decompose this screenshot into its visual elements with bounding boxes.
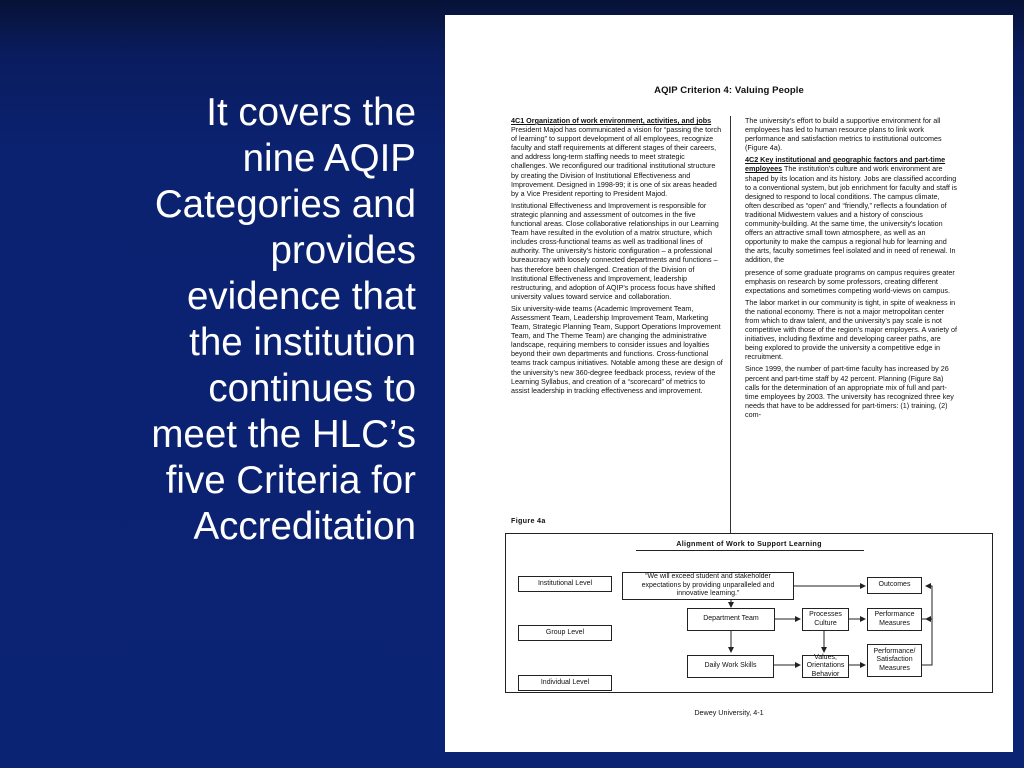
paragraph: presence of some graduate programs on campus requires greater emphasis on research by some professors, creating different expectations and sometimes competing world-views on campus. [745, 267, 955, 295]
vision-statement-box: “We will exceed student and stakeholder expectations by providing unparalleled and innovative learning.” [622, 572, 794, 600]
group-level-box: Group Level [518, 625, 612, 641]
section-heading-4c2: 4C2 Key institutional and geographic factors and part-time employees [745, 155, 946, 174]
page-footer: Dewey University, 4-1 [694, 708, 764, 717]
values-behavior-box: Values, Orientations Behavior [802, 655, 849, 678]
figure-label: Figure 4a [511, 516, 546, 525]
slide-line: the institution [189, 321, 416, 364]
figure-title: Alignment of Work to Support Learning [676, 539, 822, 548]
paragraph: The labor market in our community is tight, in spite of weakness in the national economy. There is not a major metropolitan center from which to draw talent, and the university’s pay scale is not competitive with those of the region’s major employers. A variety of initiatives, including flextime and developing career paths, are being explored to provide the university a competitive edge in recruitment. [745, 297, 957, 362]
paragraph: The university’s effort to build a supportive environment for all employees has led to human resource plans to link work performance and satisfaction metrics to institutional outcomes (Figure 4a). [745, 116, 942, 153]
slide-line: meet the HLC’s [151, 413, 416, 456]
institutional-level-box: Institutional Level [518, 576, 612, 592]
daily-work-skills-box: Daily Work Skills [687, 655, 774, 678]
document-page-image [445, 15, 1013, 752]
left-column [511, 116, 723, 398]
alignment-figure [505, 533, 993, 693]
section-heading-4c1: 4C1 Organization of work environment, activities, and jobs [511, 116, 712, 125]
outcomes-box: Outcomes [867, 577, 922, 594]
right-column [745, 116, 957, 422]
processes-culture-box: Processes Culture [802, 608, 849, 631]
document-title: AQIP Criterion 4: Valuing People [654, 85, 804, 96]
paragraph: Six university-wide teams (Academic Improvement Team, Assessment Team, Leadership Improvement Team, Marketing Team, Strategic Planning Team, Support Operations Improvement Team, and The Theme Team) are changing the administrative landscape, requiring members to consider issues and loyalties beyond their own departments and functions. Cross-functional teams track campus initiatives. Notable among these are design of the university’s new 360-degree feedback process, review of the Learning Syllabus, and creation of a “scorecard” of metrics to assist leadership in tracking effectiveness and improvement. [511, 303, 723, 395]
performance-satisfaction-box: Performance/ Satisfaction Measures [867, 644, 922, 677]
department-team-box: Department Team [687, 608, 775, 631]
slide-line: continues to [208, 367, 416, 410]
paragraph: President Majod has communicated a vision for “passing the torch of learning” to support development of all employees, recognize faculty and staff requirements at different stages of their careers, and address long-term staffing needs to meet strategic challenges. We reconfigured our traditional institutional structure by creating the Division of Institutional Effectiveness and Improvement. Designed in 1998-99; it is one of six areas headed by a Vice President reporting to President Majod. [511, 125, 722, 198]
slide-text [20, 90, 416, 550]
slide-line: It covers the [206, 91, 416, 134]
column-divider [730, 116, 731, 534]
slide-line: evidence that [186, 275, 416, 318]
slide-line: Accreditation [193, 505, 416, 548]
individual-level-box: Individual Level [518, 675, 612, 691]
paragraph: The institution’s culture and work environment are shaped by its location and its history. Jobs are classified according to a conventional system, but job enrichment for faculty and staff is designed to respond to local conditions. The campus climate, often described as “open” and “friendly,” reflects a foundation of traditional Midwestern values and a history of conscious community-building. At the same time, the university’s location offers an attractive small town atmosphere, as well as an opportunity to make the campus a regional hub for learning and the arts, faculty sometimes feel isolated and in need of renewal. In addition, the [745, 164, 958, 265]
slide-line: nine AQIP [242, 137, 416, 180]
slide-line: provides [270, 229, 416, 272]
performance-measures-box: Performance Measures [867, 608, 922, 631]
paragraph: Since 1999, the number of part-time faculty has increased by 26 percent and part-time staff by 42 percent. Planning (Figure 8a) calls for the determination of an appropriate mix of full and part-time employees by 2003. The university has recognized three key needs that have to be addressed for part-timers: (1) training, (2) com- [745, 364, 954, 419]
paragraph: Institutional Effectiveness and Improvement is responsible for strategic planning and assessment of outcomes in the five functional areas. Close collaborative relationships in our Learning Team have resulted in the evolution of a matrix structure, which includes cross-functional teams as well as traditional lines of authority. The university’s historic configuration – a professional bureaucracy with loosely connected departments and functions – has therefore been challenged. Creation of the Division of Institutional Effectiveness and Improvement, leadership restructuring, and adoption of AQIP’s process focus have shifted university values toward service and collaboration. [511, 200, 719, 301]
slide-line: Categories and [154, 183, 416, 226]
slide-line: five Criteria for [165, 459, 416, 502]
